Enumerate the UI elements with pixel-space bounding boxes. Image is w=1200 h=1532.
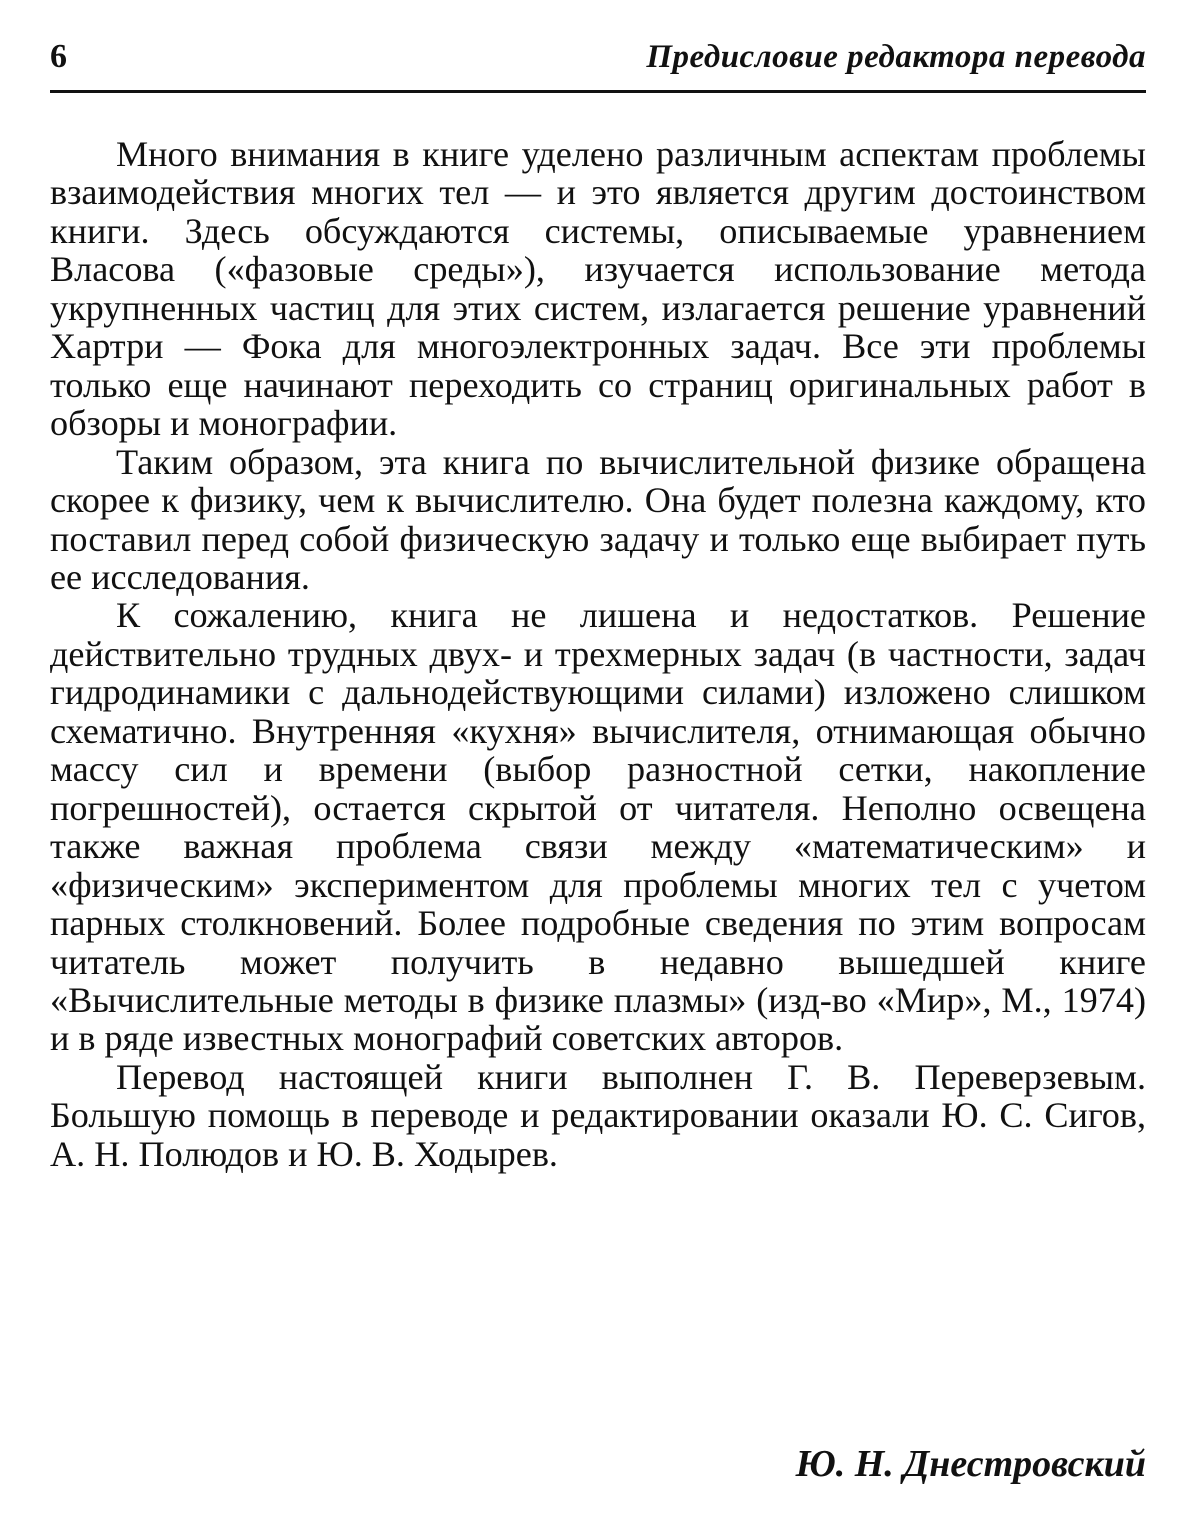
paragraph: Много внимания в книге уделено различным аспектам проблемы взаимодействия многих тел — и это является другим достоинством книги. Здесь обсуждаются системы, описываемые уравнением Власова («фазовые среды»), изучается использование метода укрупненных частиц для этих систем, излагается решение уравнений Хартри — Фока для многоэлектронных задач. Все эти проблемы только еще начинают переходить со страниц оригинальных работ в обзоры и монографии.	[50, 134, 1146, 444]
signature-area	[50, 0, 1146, 1532]
page-number: 6	[50, 38, 68, 75]
paragraph: Перевод настоящей книги выполнен Г. В. Переверзевым. Большую помощь в переводе и редактировании оказали Ю. С. Сигов, А. Н. Полюдов и Ю. В. Ходырев.	[50, 1056, 1146, 1174]
paragraph: Таким образом, эта книга по вычислительной физике обращена скорее к физику, чем к вычислителю. Она будет полезна каждому, кто поставил перед собой физическую задачу и только еще выбирает путь ее исследования.	[50, 441, 1146, 597]
editor-signature: Ю. Н. Днестровский	[795, 1443, 1146, 1485]
paragraph: К сожалению, книга не лишена и недостатков. Решение действительно трудных двух- и трехмерных задач (в частности, задач гидродинамики с дальнодействующими силами) изложено слишком схематично. Внутренняя «кухня» вычислителя, отнимающая обычно массу сил и времени (выбор разностной сетки, накопление погрешностей), остается скрытой от читателя. Неполно освещена также важная проблема связи между «математическим» и «физическим» экспериментом для проблемы многих тел с учетом парных столкновений. Более подробные сведения по этим вопросам читатель может получить в недавно вышедшей книге «Вычислительные методы в физике плазмы» (изд-во «Мир», М., 1974) и в ряде известных монографий советских авторов.	[50, 595, 1146, 1059]
running-title: Предисловие редактора перевода	[646, 39, 1146, 75]
